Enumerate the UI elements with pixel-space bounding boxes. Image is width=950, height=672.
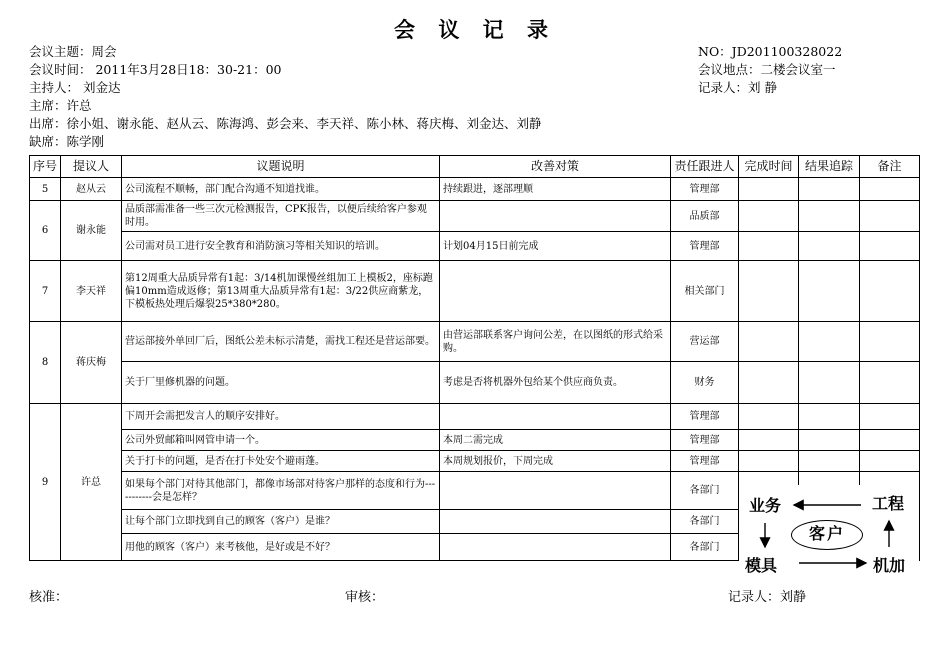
diagram-node-business: 业务 [749, 496, 782, 515]
row-proposer: 许总 [61, 404, 122, 561]
row-owner: 管理部 [671, 232, 739, 261]
row-completion [739, 404, 799, 430]
meeting-info-left [29, 43, 542, 151]
row-result [799, 322, 860, 362]
row-completion [739, 261, 799, 322]
footer-approve: 核准： [29, 590, 69, 605]
row-no: 8 [30, 322, 61, 404]
row-measure [440, 261, 671, 322]
row-completion [739, 451, 799, 472]
row-owner: 相关部门 [671, 261, 739, 322]
table-header-row [30, 156, 920, 178]
row-remarks [860, 232, 920, 261]
table-row [30, 178, 920, 201]
diagram-node-customer [791, 520, 863, 550]
row-measure [440, 534, 671, 561]
row-completion [739, 232, 799, 261]
row-proposer: 李天祥 [61, 261, 122, 322]
row-result [799, 362, 860, 404]
row-owner: 管理部 [671, 178, 739, 201]
meeting-absent: 缺席：陈学刚 [29, 134, 105, 149]
meeting-location: 会议地点：二楼会议室一 [698, 62, 836, 77]
diagram-node-mold: 模具 [745, 556, 778, 575]
row-no: 5 [30, 178, 61, 201]
row-result [799, 232, 860, 261]
meeting-subject: 会议主题：周会 [29, 44, 117, 59]
table-row [30, 322, 920, 362]
row-result [799, 451, 860, 472]
row-result [799, 430, 860, 451]
row-no: 9 [30, 404, 61, 561]
row-topic: 公司流程不顺畅，部门配合沟通不知道找谁。 [122, 178, 440, 201]
row-proposer: 谢永能 [61, 201, 122, 261]
row-topic: 如果每个部门对待其他部门，都像市场部对待客户那样的态度和行为-----------会是怎样？ [122, 472, 440, 510]
table-row [30, 404, 920, 430]
row-owner: 营运部 [671, 322, 739, 362]
col-header-no: 序号 [30, 156, 61, 178]
row-topic: 公司需对员工进行安全教育和消防演习等相关知识的培训。 [122, 232, 440, 261]
meeting-info-right [698, 43, 842, 97]
row-measure: 持续跟进，逐部理顺 [440, 178, 671, 201]
row-no: 6 [30, 201, 61, 261]
row-measure [440, 201, 671, 232]
row-completion [739, 322, 799, 362]
row-topic: 关于厂里修机器的问题。 [122, 362, 440, 404]
table-row [30, 451, 920, 472]
row-remarks [860, 261, 920, 322]
diagram-node-customer-label: 客户 [808, 524, 845, 543]
table-row [30, 232, 920, 261]
row-owner: 品质部 [671, 201, 739, 232]
row-measure [440, 472, 671, 510]
meeting-attendees: 出席：徐小姐、谢永能、赵从云、陈海鸿、彭会来、李天祥、陈小林、蒋庆梅、刘金达、刘静 [29, 116, 542, 131]
row-owner: 各部门 [671, 472, 739, 510]
footer-review: 审核： [345, 590, 385, 605]
row-remarks [860, 201, 920, 232]
document-title: 会 议 记 录 [394, 17, 556, 42]
row-topic: 用他的顾客（客户）来考核他，是好或是不好？ [122, 534, 440, 561]
row-result [799, 178, 860, 201]
row-topic: 品质部需准备一些三次元检测报告，CPK报告，以便后续给客户参观时用。 [122, 201, 440, 232]
row-result [799, 404, 860, 430]
row-owner: 管理部 [671, 451, 739, 472]
row-no: 7 [30, 261, 61, 322]
col-header-completion: 完成时间 [739, 156, 799, 178]
row-topic: 关于打卡的问题，是否在打卡处安个避雨蓬。 [122, 451, 440, 472]
col-header-result: 结果追踪 [799, 156, 860, 178]
row-owner: 管理部 [671, 430, 739, 451]
row-remarks [860, 322, 920, 362]
table-row [30, 362, 920, 404]
row-owner: 各部门 [671, 510, 739, 534]
row-topic: 公司外贸邮箱叫网管申请一个。 [122, 430, 440, 451]
meeting-chair: 主席：许总 [29, 98, 92, 113]
row-topic: 营运部接外单回厂后，图纸公差未标示清楚，需找工程还是营运部要。 [122, 322, 440, 362]
row-completion [739, 201, 799, 232]
row-completion [739, 178, 799, 201]
meeting-host: 主持人： 刘金达 [29, 80, 121, 95]
row-completion [739, 362, 799, 404]
row-remarks [860, 178, 920, 201]
row-measure: 本周规划报价，下周完成 [440, 451, 671, 472]
diagram-node-engineering: 工程 [872, 494, 905, 513]
table-row [30, 201, 920, 232]
meeting-recorder: 记录人：刘 静 [698, 80, 777, 95]
row-remarks [860, 404, 920, 430]
row-owner: 各部门 [671, 534, 739, 561]
row-owner: 管理部 [671, 404, 739, 430]
row-result [799, 201, 860, 232]
document-number: NO：JD201100328022 [698, 44, 843, 59]
row-proposer: 蒋庆梅 [61, 322, 122, 404]
meeting-time: 会议时间： 2011年3月28日18：30-21：00 [29, 62, 282, 77]
row-measure: 计划04月15日前完成 [440, 232, 671, 261]
row-topic: 让每个部门立即找到自己的顾客（客户）是谁？ [122, 510, 440, 534]
table-row [30, 430, 920, 451]
row-owner: 财务 [671, 362, 739, 404]
row-completion [739, 430, 799, 451]
row-measure: 本周二需完成 [440, 430, 671, 451]
row-remarks [860, 362, 920, 404]
footer-recorder: 记录人：刘静 [728, 590, 807, 605]
row-result [799, 261, 860, 322]
row-remarks [860, 430, 920, 451]
row-measure: 考虑是否将机器外包给某个供应商负责。 [440, 362, 671, 404]
row-measure: 由营运部联系客户询问公差，在以图纸的形式给采购。 [440, 322, 671, 362]
row-measure [440, 510, 671, 534]
row-topic: 下周开会需把发言人的顺序安排好。 [122, 404, 440, 430]
col-header-measure: 改善对策 [440, 156, 671, 178]
row-measure [440, 404, 671, 430]
row-proposer: 赵从云 [61, 178, 122, 201]
table-row [30, 261, 920, 322]
row-topic: 第12周重大品质异常有1起：3/14机加课慢丝组加工上模板2，座标跑偏10mm造成返修；第13周重大品质异常有1起：3/22供应商紫龙，下模板热处理后爆裂25*380*280。 [122, 261, 440, 322]
col-header-topic: 议题说明 [122, 156, 440, 178]
diagram-node-machining: 机加 [873, 556, 906, 575]
col-header-proposer: 提议人 [61, 156, 122, 178]
customer-relationship-diagram [739, 485, 919, 578]
col-header-remarks: 备注 [860, 156, 920, 178]
col-header-owner: 责任跟进人 [671, 156, 739, 178]
row-remarks [860, 451, 920, 472]
